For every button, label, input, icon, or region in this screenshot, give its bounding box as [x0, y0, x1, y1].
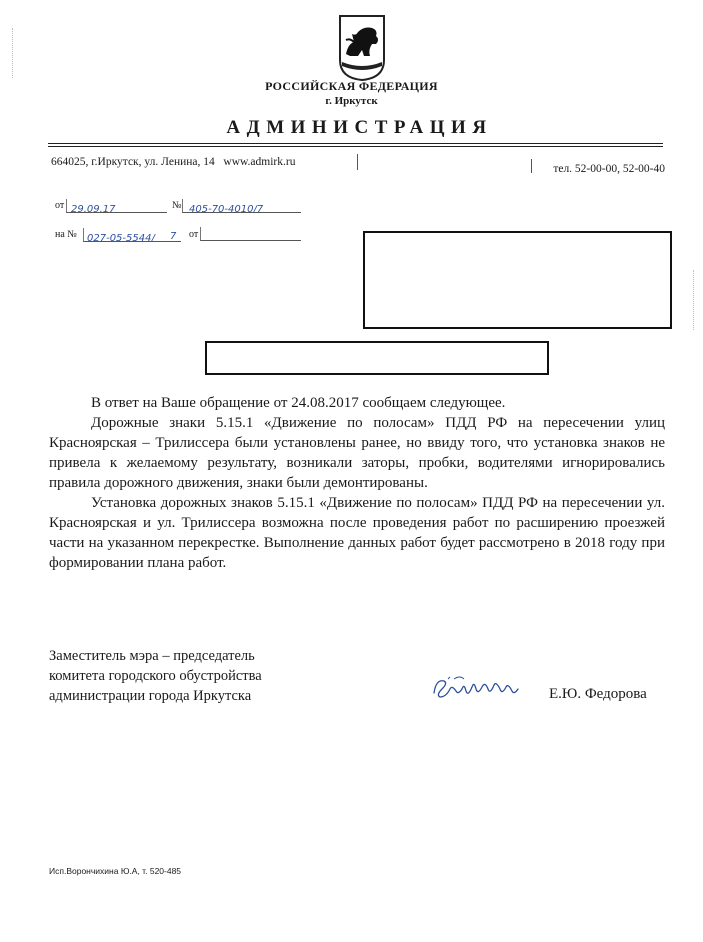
letterhead-country: РОССИЙСКАЯ ФЕДЕРАЦИЯ [265, 79, 438, 93]
number-field [182, 199, 301, 213]
executor-info: Исп.Ворончихина Ю.А, т. 520-485 [49, 866, 182, 876]
reply-date-label: от [189, 229, 199, 240]
scan-edge-mark [12, 28, 17, 78]
number-value: 405-70-4010/7 [189, 204, 264, 215]
from-date-field [66, 199, 167, 213]
signatory-position [49, 646, 262, 706]
letterhead-organization: АДМИНИСТРАЦИЯ [226, 117, 493, 138]
body-paragraph-1: В ответ на Ваше обращение от 24.08.2017 сообщаем следующее. [91, 395, 506, 411]
letter-body [49, 393, 665, 573]
redacted-addressee-box [363, 231, 672, 329]
letterhead-rule [48, 143, 663, 144]
letterhead-city: г. Иркутск [325, 95, 378, 107]
letterhead-website: www.admirk.ru [223, 156, 296, 168]
handwritten-signature [430, 673, 520, 703]
redacted-salutation-box [205, 341, 549, 375]
number-label: № [172, 200, 182, 211]
reply-number-suffix: 7 [170, 231, 177, 242]
letterhead-address: 664025, г.Иркутск, ул. Ленина, 14 [51, 156, 215, 168]
body-paragraph-2: Дорожные знаки 5.15.1 «Движение по полосам» ПДД РФ на пересечении улиц Красноярская – Трилиссера были установлены ранее, но ввиду того, что установка знаков не привела к желаемому результату, возникали заторы, пробки, водителями игнорировались правила дорожного движения, знаки были демонтированы. [49, 415, 665, 491]
coat-of-arms-icon [338, 14, 386, 82]
signatory-position-line: администрации города Иркутска [49, 688, 252, 704]
letterhead-phone: тел. 52-00-00, 52-00-40 [553, 163, 665, 175]
signatory-position-line: Заместитель мэра – председатель [49, 648, 255, 664]
body-paragraph-3: Установка дорожных знаков 5.15.1 «Движение по полосам» ПДД РФ на пересечении ул. Красноярская и ул. Трилиссера возможна после проведения работ по расширению проезжей части на указанном перекрестке. Выполнение данных работ будет рассмотрено в 2018 году при формировании плана работ. [49, 495, 665, 571]
reply-date-field [200, 227, 301, 241]
reply-number-value: 027-05-5544/ [87, 233, 155, 244]
signatory-position-line: комитета городского обустройства [49, 668, 262, 684]
scan-edge-mark [693, 270, 697, 330]
reply-number-label: на № [55, 229, 77, 240]
bracket-mark [531, 159, 533, 173]
reply-number-field [83, 228, 181, 242]
bracket-mark [357, 154, 359, 170]
signatory-name: Е.Ю. Федорова [549, 686, 647, 702]
letterhead-rule [48, 146, 663, 147]
from-date-value: 29.09.17 [71, 204, 116, 215]
from-date-label: от [55, 200, 65, 211]
letterhead-address-line [51, 156, 295, 168]
